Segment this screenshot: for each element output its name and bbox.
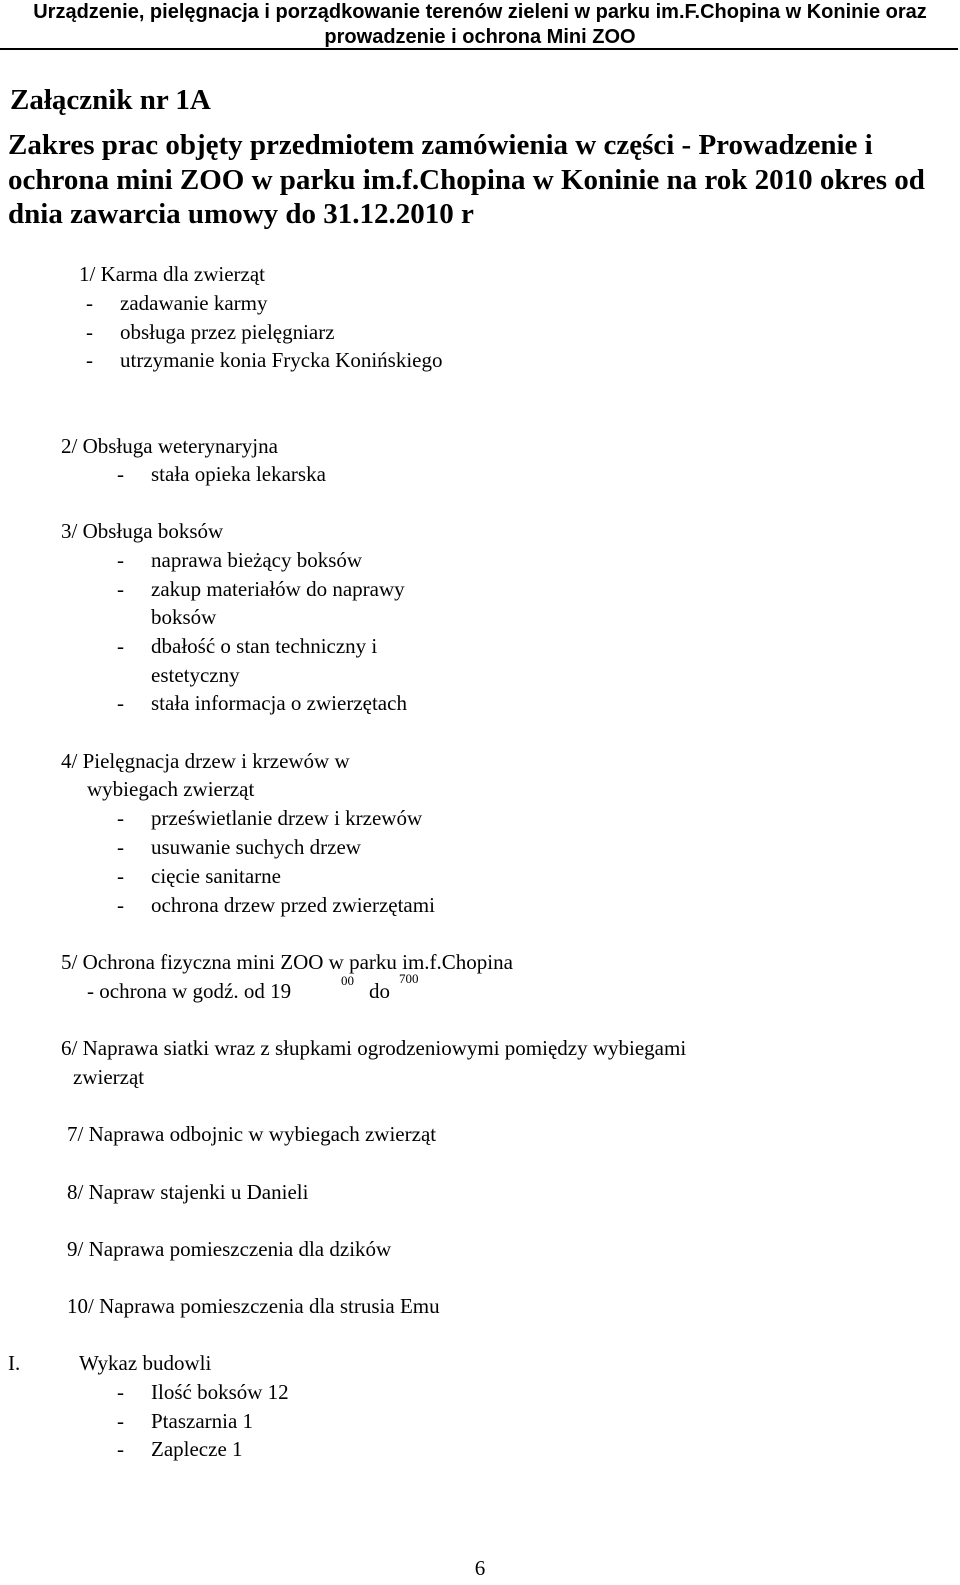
- section-9: 9/ Naprawa pomieszczenia dla dzików: [67, 1237, 392, 1261]
- list-item: - utrzymanie konia Frycka Konińskiego: [86, 348, 443, 372]
- list-item: - obsługa przez pielęgniarz: [86, 320, 335, 344]
- list-item: - usuwanie suchych drzew: [117, 835, 361, 859]
- title-line-2: ochrona mini ZOO w parku im.f.Chopina w Koninie na rok 2010 okres od: [8, 164, 925, 196]
- list-item-continuation: boksów: [151, 605, 217, 629]
- header-line-2: prowadzenie i ochrona Mini ZOO: [324, 26, 636, 48]
- buildings-numeral: I.: [8, 1351, 21, 1375]
- list-item: - Ptaszarnia 1: [117, 1409, 254, 1433]
- list-item: - ochrona drzew przed zwierzętami: [117, 893, 435, 917]
- section-1-heading: 1/ Karma dla zwierząt: [79, 262, 265, 286]
- list-item: - zadawanie karmy: [86, 291, 268, 315]
- section-6-heading-cont: zwierząt: [73, 1065, 145, 1089]
- section-8: 8/ Napraw stajenki u Danieli: [67, 1180, 309, 1204]
- section-4-heading: 4/ Pielęgnacja drzew i krzewów w: [61, 749, 350, 773]
- title-line-1: Zakres prac objęty przedmiotem zamówienia w części - Prowadzenie i: [8, 129, 873, 161]
- section-4-heading-cont: wybiegach zwierząt: [87, 777, 255, 801]
- guard-hours-line: - ochrona w godź. od 19: [87, 979, 292, 1003]
- list-item: - stała informacja o zwierzętach: [117, 691, 407, 715]
- list-item-continuation: estetyczny: [151, 663, 240, 687]
- section-2-heading: 2/ Obsługa weterynaryjna: [61, 434, 278, 458]
- list-item: - prześwietlanie drzew i krzewów: [117, 806, 423, 830]
- section-7: 7/ Naprawa odbojnic w wybiegach zwierząt: [67, 1122, 437, 1146]
- list-item: - zakup materiałów do naprawy: [117, 577, 405, 601]
- section-10: 10/ Naprawa pomieszczenia dla strusia Emu: [67, 1294, 440, 1318]
- list-item: - dbałość o stan techniczny i: [117, 634, 378, 658]
- section-6-heading: 6/ Naprawa siatki wraz z słupkami ogrodzeniowymi pomiędzy wybiegami: [61, 1036, 687, 1060]
- time-superscript-2: 700: [399, 971, 419, 986]
- list-item: - stała opieka lekarska: [117, 462, 326, 486]
- running-header: [0, 0, 960, 50]
- list-item: - Ilość boksów 12: [117, 1380, 289, 1404]
- list-item: - cięcie sanitarne: [117, 864, 281, 888]
- list-item: - naprawa bieżący boksów: [117, 548, 363, 572]
- attachment-label: Załącznik nr 1A: [10, 84, 211, 116]
- buildings-heading: Wykaz budowli: [79, 1351, 212, 1375]
- title-line-3: dnia zawarcia umowy do 31.12.2010 r: [8, 198, 474, 230]
- page-number: 6: [474, 1556, 486, 1580]
- section-3-heading: 3/ Obsługa boksów: [61, 519, 224, 543]
- time-superscript-1: 00: [341, 973, 354, 988]
- header-rule: [0, 48, 958, 50]
- header-line-1: Urządzenie, pielęgnacja i porządkowanie terenów zieleni w parku im.F.Chopina w Koninie oraz: [33, 1, 927, 23]
- guard-hours-to: do: [369, 979, 390, 1003]
- section-5-heading: 5/ Ochrona fizyczna mini ZOO w parku im.f.Chopina: [61, 950, 513, 974]
- list-item: - Zaplecze 1: [117, 1437, 243, 1461]
